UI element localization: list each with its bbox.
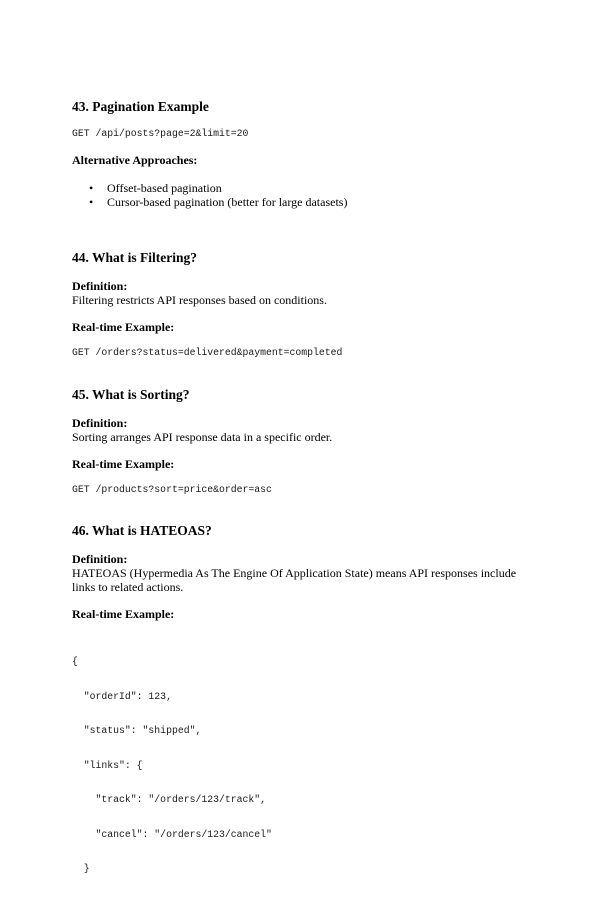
alternative-approaches-heading: Alternative Approaches: bbox=[72, 153, 198, 167]
list-item bbox=[89, 195, 347, 209]
hateoas-code-block bbox=[72, 633, 272, 898]
filtering-example-heading: Real-time Example: bbox=[72, 320, 175, 334]
filtering-definition-heading: Definition: bbox=[72, 279, 128, 293]
sorting-example-heading: Real-time Example: bbox=[72, 457, 175, 471]
code-line: "orderId": 123, bbox=[72, 690, 172, 702]
hateoas-definition-heading: Definition: bbox=[72, 552, 128, 566]
pagination-heading: 43. Pagination Example bbox=[72, 99, 209, 114]
sorting-definition-heading: Definition: bbox=[72, 416, 128, 430]
hateoas-heading: 46. What is HATEOAS? bbox=[72, 523, 212, 538]
code-line: "links": { bbox=[72, 759, 143, 771]
hateoas-definition-text-line2: links to related actions. bbox=[72, 580, 184, 594]
bullet-icon: • bbox=[89, 195, 94, 209]
list-item bbox=[89, 181, 347, 195]
sorting-heading: 45. What is Sorting? bbox=[72, 387, 190, 402]
bullet-icon: • bbox=[89, 181, 94, 195]
filtering-definition-text: Filtering restricts API responses based on conditions. bbox=[72, 293, 327, 307]
filtering-code: GET /orders?status=delivered&payment=completed bbox=[72, 347, 343, 358]
code-line: { bbox=[72, 656, 78, 667]
sorting-code: GET /products?sort=price&order=asc bbox=[72, 484, 272, 495]
filtering-heading: 44. What is Filtering? bbox=[72, 250, 198, 265]
hateoas-definition-text-line1: HATEOAS (Hypermedia As The Engine Of Application State) means API responses include bbox=[72, 566, 517, 580]
hateoas-example-heading: Real-time Example: bbox=[72, 607, 175, 621]
sorting-definition-text: Sorting arranges API response data in a specific order. bbox=[72, 430, 333, 444]
list-item-text: Cursor-based pagination (better for large datasets) bbox=[107, 195, 348, 209]
code-line: "track": "/orders/123/track", bbox=[72, 794, 267, 805]
list-item-text: Offset-based pagination bbox=[107, 181, 222, 195]
code-line: } bbox=[72, 863, 90, 874]
alternative-approaches-list bbox=[89, 181, 347, 209]
code-line: "status": "shipped", bbox=[72, 725, 202, 736]
code-line: "cancel": "/orders/123/cancel" bbox=[72, 828, 272, 840]
pagination-code: GET /api/posts?page=2&limit=20 bbox=[72, 128, 249, 139]
